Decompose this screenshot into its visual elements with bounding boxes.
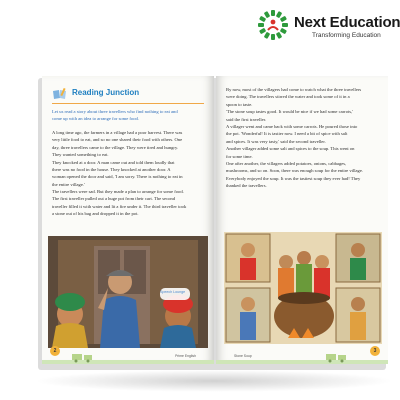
text-line: were doing. The travellers stirred the water and took some of it in a xyxy=(226,94,350,100)
text-line: Another villager added some salt and spices to the soup. This went on xyxy=(226,146,355,152)
text-line: Everybody enjoyed the soup. It was the tastiest soup they ever had! They xyxy=(226,175,361,181)
book-pencil-icon xyxy=(52,88,68,100)
story-paragraph-3 xyxy=(226,86,382,190)
text-line: for some time. xyxy=(226,153,253,159)
page-number: 2 xyxy=(50,346,60,356)
footer-label: Prime English xyxy=(175,354,196,358)
text-line: The first traveller pulled out a huge pot from their cart. The second xyxy=(52,196,176,202)
left-page xyxy=(42,76,214,364)
text-line: and spices. It was very tasty,' said the second traveller. xyxy=(226,138,326,144)
right-page xyxy=(216,76,388,364)
text-line: One after another, the villagers added potatoes, onions, cabbages, xyxy=(226,161,347,167)
story-paragraph-2 xyxy=(52,188,208,218)
brand-name: Next Education xyxy=(294,14,400,31)
brand-logo xyxy=(256,8,400,48)
text-line: By now, most of the villagers had come to watch what the three travellers xyxy=(226,87,362,92)
villagers-soup-illustration xyxy=(224,232,382,344)
text-line: spoon to taste. xyxy=(226,101,253,107)
section-divider xyxy=(52,103,204,104)
footer-label: Stone Soup xyxy=(234,354,252,358)
brand-tagline: Transforming Education xyxy=(312,32,381,39)
text-line: a stone out of his bag and dropped it in the pot. xyxy=(52,211,139,217)
text-line: They knocked at a door. A man came out and told them loudly that xyxy=(52,159,175,165)
text-line: woman opened the door and said, 'I am sorry. There is nothing to eat in xyxy=(52,174,183,180)
speech-label: Speech Lounge xyxy=(160,290,186,294)
text-line: A villager went and came back with some carrots. He poured those into xyxy=(226,124,358,130)
text-line: very little food to eat, and so no one shared their food with others. One xyxy=(52,137,183,143)
next-education-logo-icon xyxy=(256,8,290,42)
text-line: 'The stone soup tastes good. It would be nice if we had some carrots,' xyxy=(226,109,354,115)
text-line: mushrooms, and so on. Soon, there was enough soup for the entire village. xyxy=(226,168,364,174)
text-line: the entire village.' xyxy=(52,181,85,187)
text-line: traveller filled it with water and lit a fire under it. The third traveller took xyxy=(52,203,187,209)
text-line: the pot. 'Wonderful! It is tastier now. I need a bit of spice with salt xyxy=(226,131,348,137)
page-number: 3 xyxy=(370,346,380,356)
text-line: come up with an idea to arrange for some food. xyxy=(52,116,139,122)
book-shadow xyxy=(34,370,394,392)
text-line: They wanted something to eat. xyxy=(52,152,109,158)
text-line: thanked the travellers. xyxy=(226,183,267,189)
text-line: Let us read a story about three travellers who find nothing to eat and xyxy=(52,109,178,114)
story-paragraph-1 xyxy=(52,129,208,188)
text-line: said the first traveller. xyxy=(226,116,267,122)
intro-paragraph xyxy=(52,108,208,123)
open-book xyxy=(24,70,378,388)
text-line: day, three travellers came to the village. They were tired and hungry. xyxy=(52,144,179,150)
section-title: Reading Junction xyxy=(72,88,140,97)
text-line: The travellers were sad. But they made a plan to arrange for some food. xyxy=(52,189,184,194)
text-line: A long time ago, the farmers in a village had a poor harvest. There was xyxy=(52,130,183,135)
text-line: there was no food in the house. They knocked at another door. A xyxy=(52,167,171,173)
